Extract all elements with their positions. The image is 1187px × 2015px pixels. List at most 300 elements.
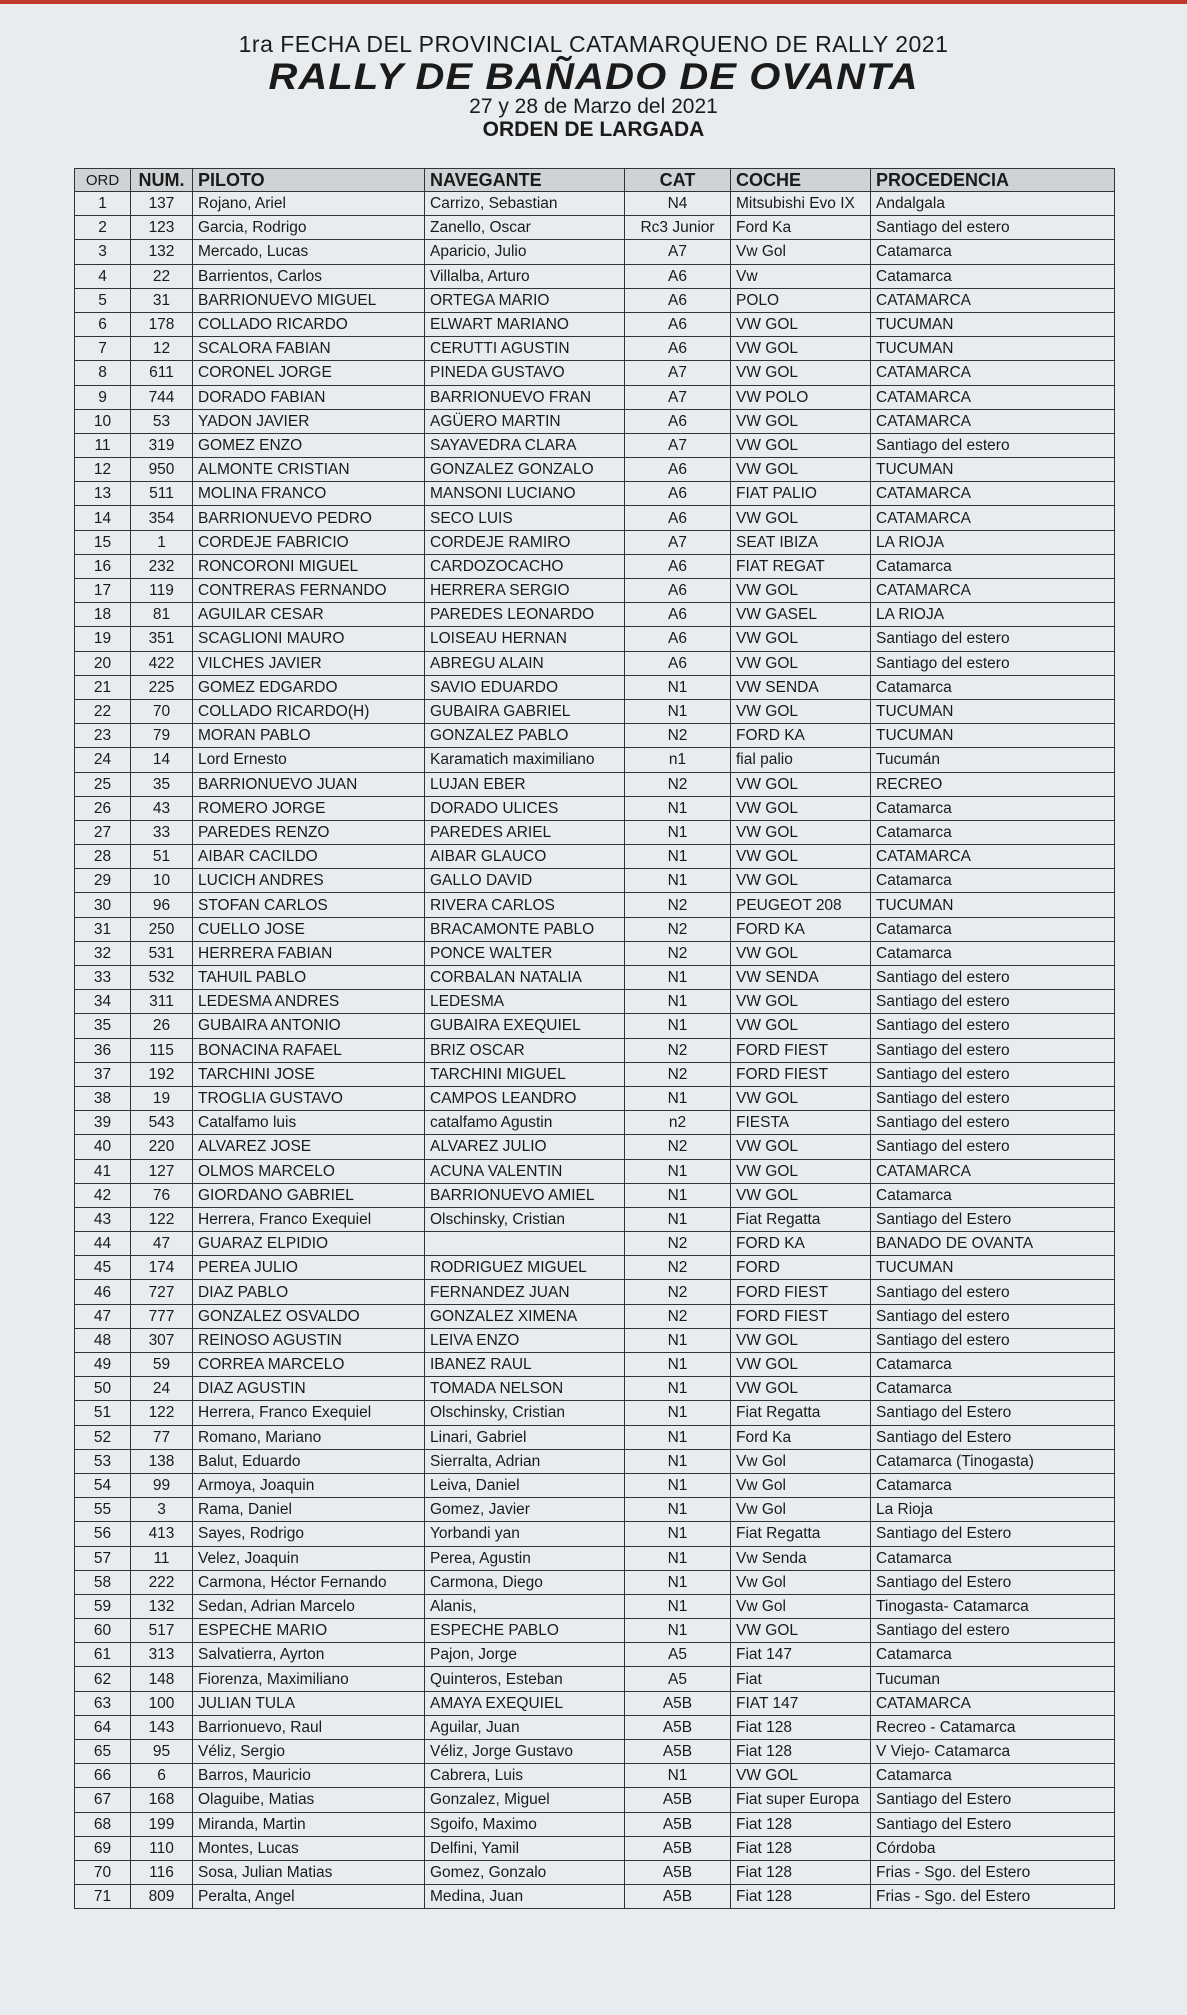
cell-navegante: Carrizo, Sebastian [425,192,625,216]
cell-num: 950 [131,458,193,482]
cell-navegante: CORDEJE RAMIRO [425,530,625,554]
cell-ord: 69 [75,1836,131,1860]
table-row [75,482,1115,506]
cell-coche: POLO [731,288,871,312]
cell-piloto: Sayes, Rodrigo [193,1522,425,1546]
cell-piloto: TROGLIA GUSTAVO [193,1086,425,1110]
cell-navegante: RODRIGUEZ MIGUEL [425,1256,625,1280]
cell-ord: 47 [75,1304,131,1328]
cell-piloto: REINOSO AGUSTIN [193,1328,425,1352]
cell-num: 33 [131,820,193,844]
cell-piloto: TARCHINI JOSE [193,1062,425,1086]
event-subtitle: 1ra FECHA DEL PROVINCIAL CATAMARQUENO DE RALLY 2021 [238,31,949,57]
table-row [75,288,1115,312]
cell-navegante: IBANEZ RAUL [425,1353,625,1377]
cell-coche: Fiat super Europa [731,1788,871,1812]
cell-num: 6 [131,1764,193,1788]
table-header-row [75,169,1115,192]
cell-cat: N1 [625,1522,731,1546]
cell-cat: N2 [625,1232,731,1256]
cell-piloto: Herrera, Franco Exequiel [193,1207,425,1231]
cell-cat: A6 [625,288,731,312]
cell-cat: A6 [625,264,731,288]
cell-coche: Ford Ka [731,216,871,240]
cell-ord: 49 [75,1353,131,1377]
cell-num: 47 [131,1232,193,1256]
table-row [75,192,1115,216]
cell-cat: N2 [625,1038,731,1062]
cell-cat: N1 [625,990,731,1014]
cell-num: 422 [131,651,193,675]
cell-coche: Fiat Regatta [731,1522,871,1546]
cell-procedencia: TUCUMAN [871,699,1115,723]
cell-navegante: BRACAMONTE PABLO [425,917,625,941]
cell-cat: A5B [625,1812,731,1836]
event-date: 27 y 28 de Marzo del 2021 [469,95,718,118]
cell-piloto: Sosa, Julian Matias [193,1860,425,1884]
cell-piloto: Rojano, Ariel [193,192,425,216]
cell-navegante: LEDESMA [425,990,625,1014]
cell-coche: VW GOL [731,579,871,603]
cell-navegante: Pajon, Jorge [425,1643,625,1667]
cell-num: 11 [131,1546,193,1570]
cell-procedencia: Catamarca [871,264,1115,288]
cell-procedencia: Catamarca (Tinogasta) [871,1449,1115,1473]
cell-coche: VW GOL [731,1183,871,1207]
cell-coche: VW GOL [731,651,871,675]
cell-procedencia: Santiago del Estero [871,1425,1115,1449]
cell-piloto: ROMERO JORGE [193,796,425,820]
table-row [75,1377,1115,1401]
cell-piloto: Rama, Daniel [193,1498,425,1522]
cell-piloto: BARRIONUEVO PEDRO [193,506,425,530]
table-row [75,1546,1115,1570]
table-row [75,1619,1115,1643]
cell-cat: A6 [625,627,731,651]
cell-ord: 25 [75,772,131,796]
table-row [75,1304,1115,1328]
cell-procedencia: Andalgala [871,192,1115,216]
cell-coche: FORD FIEST [731,1304,871,1328]
cell-coche: VW SENDA [731,966,871,990]
cell-coche: VW GOL [731,1328,871,1352]
cell-ord: 40 [75,1135,131,1159]
cell-coche: VW GOL [731,409,871,433]
cell-navegante: TOMADA NELSON [425,1377,625,1401]
table-row [75,917,1115,941]
cell-procedencia: CATAMARCA [871,506,1115,530]
cell-num: 116 [131,1860,193,1884]
cell-piloto: JULIAN TULA [193,1691,425,1715]
cell-num: 96 [131,893,193,917]
cell-procedencia: BANADO DE OVANTA [871,1232,1115,1256]
table-row [75,1062,1115,1086]
cell-ord: 36 [75,1038,131,1062]
cell-num: 220 [131,1135,193,1159]
cell-procedencia: Santiago del Estero [871,1207,1115,1231]
table-row [75,1232,1115,1256]
cell-num: 132 [131,240,193,264]
cell-piloto: MOLINA FRANCO [193,482,425,506]
cell-navegante: MANSONI LUCIANO [425,482,625,506]
cell-num: 137 [131,192,193,216]
cell-piloto: BARRIONUEVO JUAN [193,772,425,796]
cell-num: 22 [131,264,193,288]
cell-num: 123 [131,216,193,240]
table-row [75,627,1115,651]
cell-piloto: BONACINA RAFAEL [193,1038,425,1062]
cell-coche: VW GOL [731,1764,871,1788]
cell-piloto: SCALORA FABIAN [193,337,425,361]
table-row [75,1594,1115,1618]
cell-cat: N1 [625,1546,731,1570]
cell-navegante: PAREDES ARIEL [425,820,625,844]
cell-piloto: Herrera, Franco Exequiel [193,1401,425,1425]
cell-navegante: Quinteros, Esteban [425,1667,625,1691]
cell-coche: Vw Gol [731,1449,871,1473]
cell-ord: 7 [75,337,131,361]
cell-navegante: SECO LUIS [425,506,625,530]
cell-procedencia: Santiago del estero [871,1014,1115,1038]
cell-navegante: PONCE WALTER [425,941,625,965]
cell-navegante: AGÜERO MARTIN [425,409,625,433]
cell-num: 532 [131,966,193,990]
cell-num: 14 [131,748,193,772]
cell-procedencia: CATAMARCA [871,288,1115,312]
cell-cat: N1 [625,966,731,990]
cell-coche: Fiat Regatta [731,1207,871,1231]
cell-num: 31 [131,288,193,312]
cell-cat: N1 [625,1619,731,1643]
cell-ord: 13 [75,482,131,506]
cell-coche: VW GOL [731,312,871,336]
table-row [75,385,1115,409]
cell-cat: N1 [625,1594,731,1618]
cell-ord: 15 [75,530,131,554]
table-row [75,966,1115,990]
cell-num: 777 [131,1304,193,1328]
cell-cat: A6 [625,554,731,578]
cell-procedencia: Santiago del estero [871,966,1115,990]
cell-piloto: Sedan, Adrian Marcelo [193,1594,425,1618]
cell-navegante: Villalba, Arturo [425,264,625,288]
table-row [75,748,1115,772]
cell-num: 100 [131,1691,193,1715]
cell-procedencia: Catamarca [871,675,1115,699]
cell-cat: N1 [625,1401,731,1425]
cell-piloto: HERRERA FABIAN [193,941,425,965]
cell-num: 225 [131,675,193,699]
table-row [75,651,1115,675]
cell-num: 250 [131,917,193,941]
table-row [75,1111,1115,1135]
cell-ord: 67 [75,1788,131,1812]
cell-procedencia: V Viejo- Catamarca [871,1740,1115,1764]
table-row [75,1135,1115,1159]
table-row [75,675,1115,699]
cell-procedencia: Santiago del estero [871,216,1115,240]
cell-ord: 43 [75,1207,131,1231]
cell-ord: 24 [75,748,131,772]
col-header-cat: CAT [625,169,731,192]
table-row [75,1715,1115,1739]
cell-cat: A6 [625,506,731,530]
cell-coche: VW GOL [731,869,871,893]
cell-navegante: ORTEGA MARIO [425,288,625,312]
cell-piloto: Romano, Mariano [193,1425,425,1449]
cell-num: 413 [131,1522,193,1546]
cell-procedencia: Catamarca [871,869,1115,893]
cell-ord: 71 [75,1885,131,1909]
cell-navegante: Sierralta, Adrian [425,1449,625,1473]
event-title: RALLY DE BAÑADO DE OVANTA [268,56,919,97]
cell-procedencia: Frias - Sgo. del Estero [871,1885,1115,1909]
cell-piloto: YADON JAVIER [193,409,425,433]
cell-coche: VW GOL [731,337,871,361]
cell-piloto: GIORDANO GABRIEL [193,1183,425,1207]
cell-piloto: ESPECHE MARIO [193,1619,425,1643]
table-row [75,1328,1115,1352]
cell-piloto: GUARAZ ELPIDIO [193,1232,425,1256]
cell-ord: 48 [75,1328,131,1352]
cell-ord: 4 [75,264,131,288]
cell-coche: VW GOL [731,458,871,482]
cell-navegante: GONZALEZ GONZALO [425,458,625,482]
cell-ord: 32 [75,941,131,965]
cell-cat: N1 [625,1473,731,1497]
table-row [75,1667,1115,1691]
cell-piloto: STOFAN CARLOS [193,893,425,917]
cell-coche: VW GOL [731,941,871,965]
cell-ord: 9 [75,385,131,409]
cell-navegante: Leiva, Daniel [425,1473,625,1497]
cell-procedencia: Catamarca [871,917,1115,941]
cell-cat: A5B [625,1691,731,1715]
table-row [75,603,1115,627]
cell-ord: 27 [75,820,131,844]
cell-procedencia: La Rioja [871,1498,1115,1522]
cell-procedencia: CATAMARCA [871,409,1115,433]
table-row [75,1086,1115,1110]
cell-navegante: ALVAREZ JULIO [425,1135,625,1159]
cell-piloto: AGUILAR CESAR [193,603,425,627]
cell-procedencia: Tucumán [871,748,1115,772]
cell-coche: FORD FIEST [731,1038,871,1062]
cell-navegante: BRIZ OSCAR [425,1038,625,1062]
cell-num: 53 [131,409,193,433]
cell-coche: VW GOL [731,699,871,723]
cell-cat: A6 [625,409,731,433]
cell-coche: Vw Gol [731,1570,871,1594]
cell-procedencia: Santiago del estero [871,433,1115,457]
cell-ord: 34 [75,990,131,1014]
table-row [75,724,1115,748]
cell-coche: VW GOL [731,1159,871,1183]
cell-piloto: ALMONTE CRISTIAN [193,458,425,482]
cell-coche: Fiat 128 [731,1715,871,1739]
cell-coche: VW SENDA [731,675,871,699]
cell-navegante: CAMPOS LEANDRO [425,1086,625,1110]
cell-cat: A6 [625,603,731,627]
cell-navegante: GALLO DAVID [425,869,625,893]
cell-piloto: Olaguibe, Matias [193,1788,425,1812]
cell-coche: VW GOL [731,627,871,651]
cell-cat: N1 [625,1377,731,1401]
cell-coche: VW GOL [731,1619,871,1643]
cell-num: 110 [131,1836,193,1860]
cell-num: 132 [131,1594,193,1618]
cell-piloto: Barros, Mauricio [193,1764,425,1788]
table-row [75,1473,1115,1497]
cell-coche: Fiat 128 [731,1740,871,1764]
cell-coche: Vw Senda [731,1546,871,1570]
cell-coche: FORD FIEST [731,1062,871,1086]
table-row [75,1788,1115,1812]
table-row [75,869,1115,893]
cell-navegante: Aparicio, Julio [425,240,625,264]
cell-ord: 58 [75,1570,131,1594]
cell-procedencia: Santiago del Estero [871,1570,1115,1594]
cell-cat: N2 [625,1304,731,1328]
cell-navegante: CORBALAN NATALIA [425,966,625,990]
cell-coche: FORD FIEST [731,1280,871,1304]
cell-cat: N1 [625,1086,731,1110]
cell-procedencia: Catamarca [871,1183,1115,1207]
cell-navegante: ESPECHE PABLO [425,1619,625,1643]
cell-cat: N2 [625,1280,731,1304]
cell-piloto: DIAZ PABLO [193,1280,425,1304]
cell-navegante: Carmona, Diego [425,1570,625,1594]
table-row [75,409,1115,433]
cell-piloto: Garcia, Rodrigo [193,216,425,240]
start-order-table [74,168,1115,1909]
table-row [75,530,1115,554]
table-row [75,216,1115,240]
cell-procedencia: TUCUMAN [871,312,1115,336]
top-edge-line [0,0,1187,4]
cell-cat: N1 [625,869,731,893]
cell-piloto: DIAZ AGUSTIN [193,1377,425,1401]
cell-procedencia: Santiago del estero [871,1619,1115,1643]
table-row [75,1691,1115,1715]
cell-navegante: Gonzalez, Miguel [425,1788,625,1812]
table-row [75,433,1115,457]
cell-procedencia: TUCUMAN [871,1256,1115,1280]
cell-piloto: RONCORONI MIGUEL [193,554,425,578]
cell-procedencia: Santiago del estero [871,1280,1115,1304]
cell-piloto: CORDEJE FABRICIO [193,530,425,554]
cell-procedencia: TUCUMAN [871,724,1115,748]
cell-navegante: Zanello, Oscar [425,216,625,240]
cell-piloto: GOMEZ EDGARDO [193,675,425,699]
table-row [75,337,1115,361]
table-row [75,941,1115,965]
cell-navegante: Sgoifo, Maximo [425,1812,625,1836]
cell-ord: 42 [75,1183,131,1207]
cell-procedencia: Catamarca [871,1643,1115,1667]
cell-procedencia: CATAMARCA [871,579,1115,603]
cell-cat: N1 [625,1353,731,1377]
cell-ord: 22 [75,699,131,723]
cell-navegante: Delfini, Yamil [425,1836,625,1860]
cell-procedencia: Santiago del Estero [871,1812,1115,1836]
table-row [75,1522,1115,1546]
cell-coche: VW GOL [731,433,871,457]
cell-cat: A6 [625,579,731,603]
cell-procedencia: Catamarca [871,554,1115,578]
cell-ord: 33 [75,966,131,990]
cell-cat: N1 [625,1014,731,1038]
cell-procedencia: RECREO [871,772,1115,796]
cell-procedencia: LA RIOJA [871,530,1115,554]
cell-procedencia: Santiago del estero [871,990,1115,1014]
table-row [75,1353,1115,1377]
table-row [75,1885,1115,1909]
cell-ord: 57 [75,1546,131,1570]
cell-ord: 44 [75,1232,131,1256]
cell-num: 59 [131,1353,193,1377]
cell-num: 1 [131,530,193,554]
cell-coche: FORD KA [731,724,871,748]
cell-num: 138 [131,1449,193,1473]
cell-piloto: CONTRERAS FERNANDO [193,579,425,603]
cell-navegante: HERRERA SERGIO [425,579,625,603]
table-row [75,1570,1115,1594]
cell-num: 543 [131,1111,193,1135]
cell-ord: 45 [75,1256,131,1280]
cell-procedencia: Santiago del estero [871,1328,1115,1352]
cell-navegante: BARRIONUEVO FRAN [425,385,625,409]
cell-navegante: Olschinsky, Cristian [425,1401,625,1425]
cell-num: 35 [131,772,193,796]
table-row [75,506,1115,530]
cell-navegante: GUBAIRA GABRIEL [425,699,625,723]
cell-ord: 37 [75,1062,131,1086]
cell-navegante: SAYAVEDRA CLARA [425,433,625,457]
table-row [75,264,1115,288]
cell-ord: 59 [75,1594,131,1618]
cell-navegante: CERUTTI AGUSTIN [425,337,625,361]
cell-ord: 14 [75,506,131,530]
cell-piloto: PEREA JULIO [193,1256,425,1280]
cell-num: 119 [131,579,193,603]
cell-num: 307 [131,1328,193,1352]
cell-cat: A5B [625,1860,731,1884]
cell-num: 76 [131,1183,193,1207]
cell-piloto: LUCICH ANDRES [193,869,425,893]
cell-cat: A5B [625,1885,731,1909]
cell-num: 143 [131,1715,193,1739]
table-body [75,192,1115,1909]
table-row [75,1256,1115,1280]
cell-coche: VW GOL [731,1135,871,1159]
col-header-piloto: PILOTO [193,169,425,192]
cell-cat: N1 [625,1764,731,1788]
cell-piloto: COLLADO RICARDO [193,312,425,336]
table-row [75,699,1115,723]
cell-coche: FORD [731,1256,871,1280]
cell-num: 127 [131,1159,193,1183]
cell-ord: 8 [75,361,131,385]
cell-cat: N1 [625,699,731,723]
cell-coche: Fiat [731,1667,871,1691]
cell-coche: Ford Ka [731,1425,871,1449]
cell-num: 727 [131,1280,193,1304]
cell-num: 43 [131,796,193,820]
cell-procedencia: CATAMARCA [871,385,1115,409]
cell-navegante: GONZALEZ PABLO [425,724,625,748]
document-subtitle: ORDEN DE LARGADA [482,118,705,141]
